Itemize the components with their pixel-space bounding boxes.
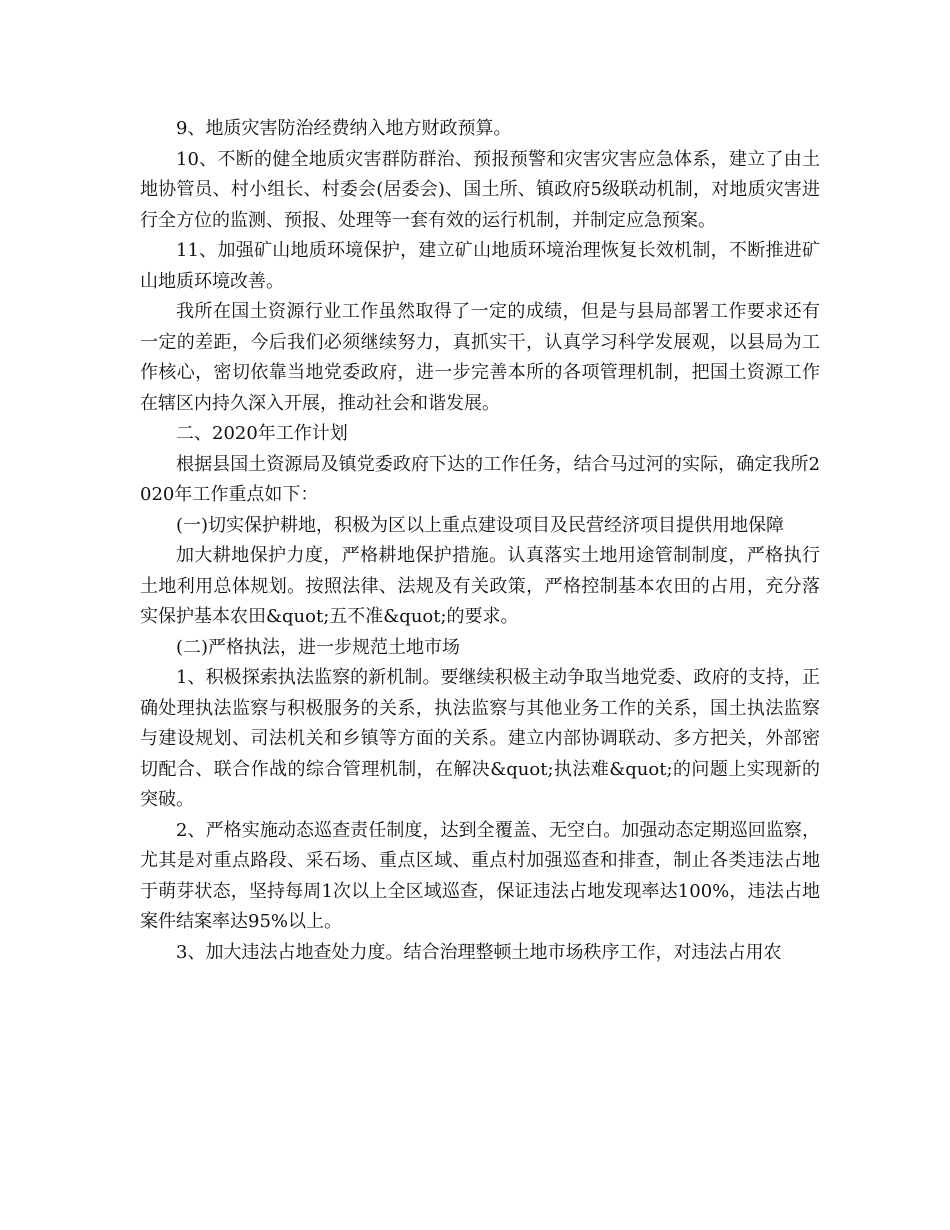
subheading-protect-farmland: (一)切实保护耕地，积极为区以上重点建设项目及民营经济项目提供用地保障 (176, 514, 785, 536)
paragraph-enforcement-3: 3、加大违法占地查处力度。结合治理整顿土地市场秩序工作，对违法占用农 (176, 941, 782, 963)
subheading-law-enforcement: (二)严格执法，进一步规范土地市场 (176, 636, 461, 658)
paragraph-item-9: 9、地质灾害防治经费纳入地方财政预算。 (176, 118, 512, 139)
document-body (140, 114, 820, 968)
paragraph-item-11: 11、加强矿山地质环境保护，建立矿山地质环境治理恢复长效机制，不断推进矿山地质环境改善。 (140, 240, 820, 292)
paragraph-farmland-protection: 加大耕地保护力度，严格耕地保护措施。认真落实土地用途管制制度，严格执行土地利用总体规划。按照法律、法规及有关政策，严格控制基本农田的占用，充分落实保护基本农田&quot;五不准&quot;的要求。 (140, 545, 820, 627)
paragraph-summary: 我所在国土资源行业工作虽然取得了一定的成绩，但是与县局部署工作要求还有一定的差距，今后我们必须继续努力，真抓实干，认真学习科学发展观，以县局为工作核心，密切依靠当地党委政府，进一步完善本所的各项管理机制，把国土资源工作在辖区内持久深入开展，推动社会和谐发展。 (140, 301, 820, 414)
paragraph-enforcement-1: 1、积极探索执法监察的新机制。要继续积极主动争取当地党委、政府的支持，正确处理执法监察与积极服务的关系，执法监察与其他业务工作的关系，国土执法监察与建设规划、司法机关和乡镇等方面的关系。建立内部协调联动、多方把关，外部密切配合、联合作战的综合管理机制，在解决&quot;执法难&quot;的问题上实现新的突破。 (140, 667, 820, 810)
paragraph-enforcement-2: 2、严格实施动态巡查责任制度，达到全覆盖、无空白。加强动态定期巡回监察，尤其是对重点路段、采石场、重点区域、重点村加强巡查和排查，制止各类违法占地于萌芽状态，坚持每周1次以上全区域巡查，保证违法占地发现率达100%，违法占地案件结案率达95%以上。 (140, 819, 820, 932)
section-heading-work-plan: 二、2020年工作计划 (176, 423, 348, 444)
paragraph-item-10: 10、不断的健全地质灾害群防群治、预报预警和灾害灾害应急体系，建立了由土地协管员、村小组长、村委会(居委会)、国土所、镇政府5级联动机制，对地质灾害进行全方位的监测、预报、处理等一套有效的运行机制，并制定应急预案。 (140, 148, 820, 231)
paragraph-plan-intro: 根据县国土资源局及镇党委政府下达的工作任务，结合马过河的实际，确定我所2020年工作重点如下： (140, 453, 820, 505)
